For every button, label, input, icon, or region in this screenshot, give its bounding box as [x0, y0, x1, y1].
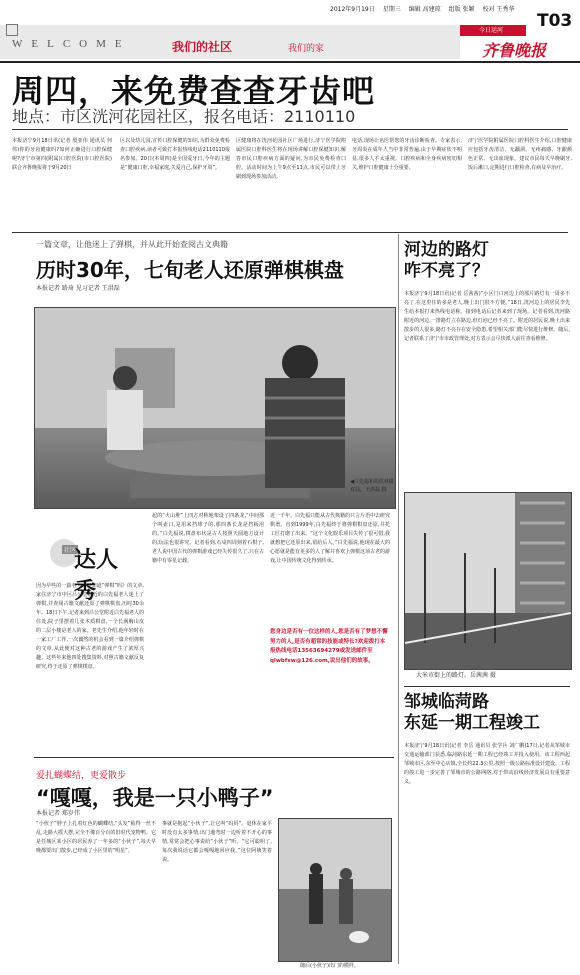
issue-weekday: 星期三	[382, 6, 401, 13]
article2-body-left: “小伙子”脖子上扎着红色的蝴蝶结,“头发”梳得一丝不乱,走路大摇大摆,完全不像百分百的旧时代宠物鸭。它是任城区某小区的居民养了一年多的“小伙子”,每天早晚都要出门散步,已经成了小区里的“明星”。	[36, 821, 156, 854]
proof-credit: 校对 王秀华	[482, 6, 515, 13]
article1-bottom-rule	[34, 757, 394, 758]
column-divider	[398, 234, 399, 964]
article1-kicker: 一篇文章，让他迷上了弹棋，并从此开始查阅古文典籍	[36, 240, 228, 249]
right1-title	[404, 240, 489, 282]
article2-kicker: 爱扎蝴蝶结，更爱散步	[36, 771, 127, 781]
page-number: T03	[537, 11, 573, 31]
riverside-lamps-illustration	[405, 493, 571, 669]
welcome-text: WELCOME	[12, 38, 131, 50]
right1-photo	[404, 492, 572, 670]
article1-photo-caption: ◀白先福和胡洪林做对局。王洪磊 摄	[350, 479, 394, 493]
lead-col-5: 济宁医学院附属医院口腔科医生介绍,口腔健康应包括牙齿清洁、无龋洞、无疼痛感、牙龈颜色正常、无出血现象。建议市民每天早晚刷牙,饭后漱口,定期进行口腔检查,有病及早治疗。	[468, 138, 572, 171]
article1-photo	[34, 307, 396, 509]
article2-photo-caption: 随后(小伙子)出门的模样。	[300, 963, 359, 969]
street-scene-illustration	[279, 819, 391, 961]
right-column-rule	[404, 686, 570, 687]
article1-body-left: 因为早些的一篇名为《弈知道“弹棋”吗》的文章,家住济宁市中区吕公堂附近的白先福老人迷上了弹棋,并查阅古籍文献还原了弹棋棋盘,历时30余年。18日下午,记者来到吕公堂附近白先福老人的住处,院子里摆着几张木质棋盘,一个长满胸山皮的二层小楼是老人的家。老先生介绍,他年轻时在一家工厂工作,一次偶然的机会看到一篇介绍弹棋的文章,从此便对这种古老的游戏产生了浓厚兴趣。这些年来他四处搜集资料,对照古籍文献反复研究,终于还原了弹棋棋盘。	[36, 583, 144, 670]
article1-body-right: 近一千年。白先福只能从古代典籍的只言片语中去研究棋谱。直到1999年,白先福终于将弹棋棋盘还原,并托工匠打磨了出来。“这个文化娱乐项目失传了很可惜,我就想把它还原出来,留给后人。”白先福说,他现在最大的心愿就是能有更多的人了解并喜欢上弹棋这项古老的游戏,让中国传统文化得到传承。	[270, 513, 390, 564]
issue-date: 2012年9月19日	[330, 6, 375, 13]
lead-headline: 周四，来免费查查牙齿吧	[12, 72, 376, 110]
header-divider	[0, 61, 580, 63]
section-title: 我们的社区	[172, 40, 233, 54]
lead-col-3: 区健康将在洸河花园社区广场进行,济宁医学院附属医院口腔科医生将在现场讲解口腔保健知识,解答市民口腔疾病方面的疑问,为市民免费检查口腔。活动时间为上午9点至11点,市民可以带上牙刷到现场参加活动。	[236, 138, 346, 180]
right1-title-line2: 咋不亮了？	[404, 261, 489, 281]
article2-byline: 本报记者 郑岁伟	[36, 810, 80, 817]
article2-title: “嘎嘎，我是一只小鸭子”	[36, 786, 274, 810]
community-talent-badge	[44, 537, 134, 603]
right2-body: 本报济宁9月18日讯(记者 李岳 通讯员 张学兵 刘广鹏)17日,记者从邹城市交通运输部门获悉,临菏路东延一期工程已经竣工并投入使用。该工程西起邹城市区,东至中心店镇,全长约22.3公里,按照一级公路标准设计建设。工程的竣工进一步完善了邹城市的公路网络,对于带动沿线经济发展具有重要意义。	[404, 743, 570, 785]
right2-title	[404, 692, 540, 734]
section-subtitle: 我们的家	[288, 44, 325, 54]
right2-title-line1: 邹城临菏路	[404, 692, 489, 712]
section-tag: 今日运河	[456, 25, 526, 36]
lead-rule	[12, 129, 568, 130]
lead-col-2: 区以及幼儿园,宣传口腔保健的知识,为群众免费检查口腔疾病,读者可致打本报热线电话2110110报名参加。20日(本周四)是全国爱牙日,今年的主题是“健康口腔,幸福家庭,关爱自己,保护牙周”。	[120, 138, 230, 171]
lead-col-1: 本报济宁9月18日讯(记者 殷亚伟 通讯员 何伟)你的牙齿健康吗?如何正确进行口腔保健呢?济宁市第四(附属)口腔医院(市口腔医院)联合齐鲁晚报将于9月20日	[12, 138, 112, 171]
lead-subheadline: 地点：市区洸河花园社区，报名电话：2110110	[12, 107, 356, 126]
newspaper-logo: 齐鲁晚报	[482, 43, 547, 60]
page-header	[0, 0, 580, 62]
designer-credit: 组版 张颖	[448, 6, 475, 13]
article1-title: 历时30年，七旬老人还原弹棋棋盘	[36, 258, 344, 282]
right1-body: 本报济宁9月18日讯(记者 岳茜茜)“小区门口河边上的那片路灯有一周多不亮了,在这里住的多是老人,晚上出门很不方便。”18日,洸河边上的居民李先生给本报打来热线电话称。接到电话后记者来到了现场。记者看到,洸河路附近的河边,一排路灯立在路边,但灯泡已经不亮了。附近的居民说,晚上出来散步的人很多,路灯不亮存在安全隐患,希望相关部门能尽快进行维修。随后,记者联系了济宁市市政管理处,对方表示会尽快派人前往查看维修。	[404, 291, 570, 342]
editor-credit: 编辑 高建琼	[408, 6, 441, 13]
talent-badge-box	[44, 537, 134, 603]
article1-callout: 您身边是否有一位这样的人,您是否有了梦想不懈努力的人,是否有超常的技能或特长?欢迎拨打本报热线电话13563694279或发送邮件至qlwbfxw@126.com,说出他们的故事。	[270, 629, 388, 664]
house-icon	[6, 24, 18, 36]
article1-byline: 本报记者 路琦 见习记者 王洪磊	[36, 285, 120, 292]
article2-body-mid: 事就是抱起“小伙子”,让它叫“妈妈”。退休在家平时没有太多事情,出门遛弯时一边听着不开心的事情,常常会把心事说给“小伙子”听。“它可聪明了,每次我说话它都会嘎嘎地回应我。”这位阿姨笑着说。	[162, 821, 272, 863]
lead-bottom-rule	[12, 232, 568, 233]
talent-badge-tag: 社区	[64, 547, 77, 554]
lead-col-4: 电话,现场让名医帮您的牙齿诊断检查。专家表示,牙周炎在成年人当中非常普遍,由于早期症状不明显,很多人不太重视。口腔疾病和全身疾病密切相关,维护口腔健康十分重要。	[352, 138, 462, 171]
header-meta	[330, 4, 515, 16]
right1-photo-caption: 大米市街上的路灯。岳茜茜 摄	[416, 672, 496, 679]
right2-title-line2: 东延一期工程竣工	[404, 713, 540, 733]
article2-photo	[278, 818, 392, 962]
talent-badge-word: 达人秀	[74, 547, 119, 603]
chess-scene-illustration	[35, 308, 395, 508]
article1-body-mid: 起的“火山堆”上四方对称地架设了四条龙,“中间那个叫壶口,是用来挡球子的,那四条长龙是挡板用的。”白先福说,棋盘布状是古人按照天圆地方设计的,玩法也很讲究。记者看到,石桌四周刻着石棋子,老人说中国古代的弹棋游戏已经失传很久了,只在古籍中有零星记载。	[152, 513, 264, 564]
right1-title-line1: 河边的路灯	[404, 240, 489, 260]
